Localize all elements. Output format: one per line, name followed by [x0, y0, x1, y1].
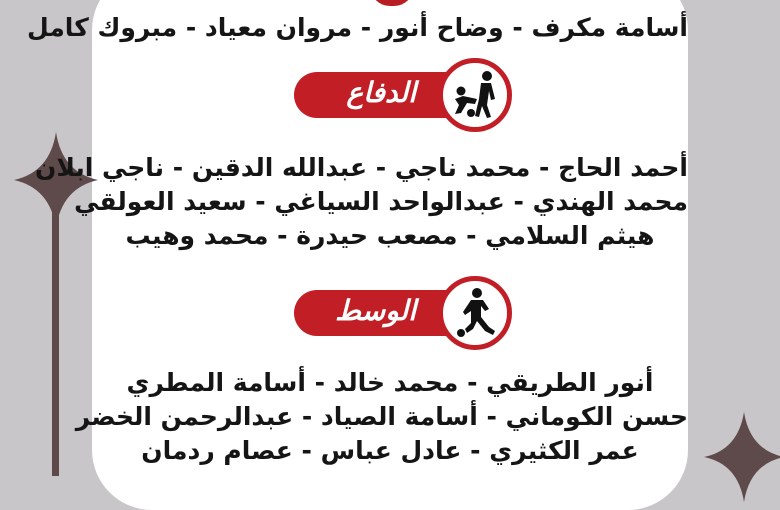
midfield-badge [290, 290, 512, 336]
defense-badge [290, 72, 512, 118]
defense-names [35, 151, 688, 253]
player-line: أنور الطريقي - محمد خالد - أسامة المطري [126, 368, 654, 397]
tackling-players-icon [451, 69, 503, 121]
top-section-names [27, 11, 688, 45]
midfield-icon-circle [438, 276, 512, 350]
midfield-names [75, 366, 688, 468]
player-line: عمر الكثيري - عادل عباس - عصام ردمان [141, 436, 639, 465]
kicking-player-icon [451, 287, 503, 339]
player-line: أسامة مكرف - وضاح أنور - مروان معياد - مبروك كامل [27, 13, 688, 42]
midfield-title: الوسط [335, 294, 416, 327]
player-line: هيثم السلامي - مصعب حيدرة - محمد وهيب [125, 221, 655, 250]
defense-title: الدفاع [346, 76, 416, 109]
player-line: حسن الكوماني - أسامة الصياد - عبدالرحمن الخضر [75, 402, 688, 431]
player-line: أحمد الحاج - محمد ناجي - عبدالله الدقين - ناجي ابلان [35, 153, 688, 182]
player-line: محمد الهندي - عبدالواحد السياغي - سعيد العولقي [74, 187, 688, 216]
right-star-icon [704, 412, 780, 502]
defense-icon-circle [438, 58, 512, 132]
